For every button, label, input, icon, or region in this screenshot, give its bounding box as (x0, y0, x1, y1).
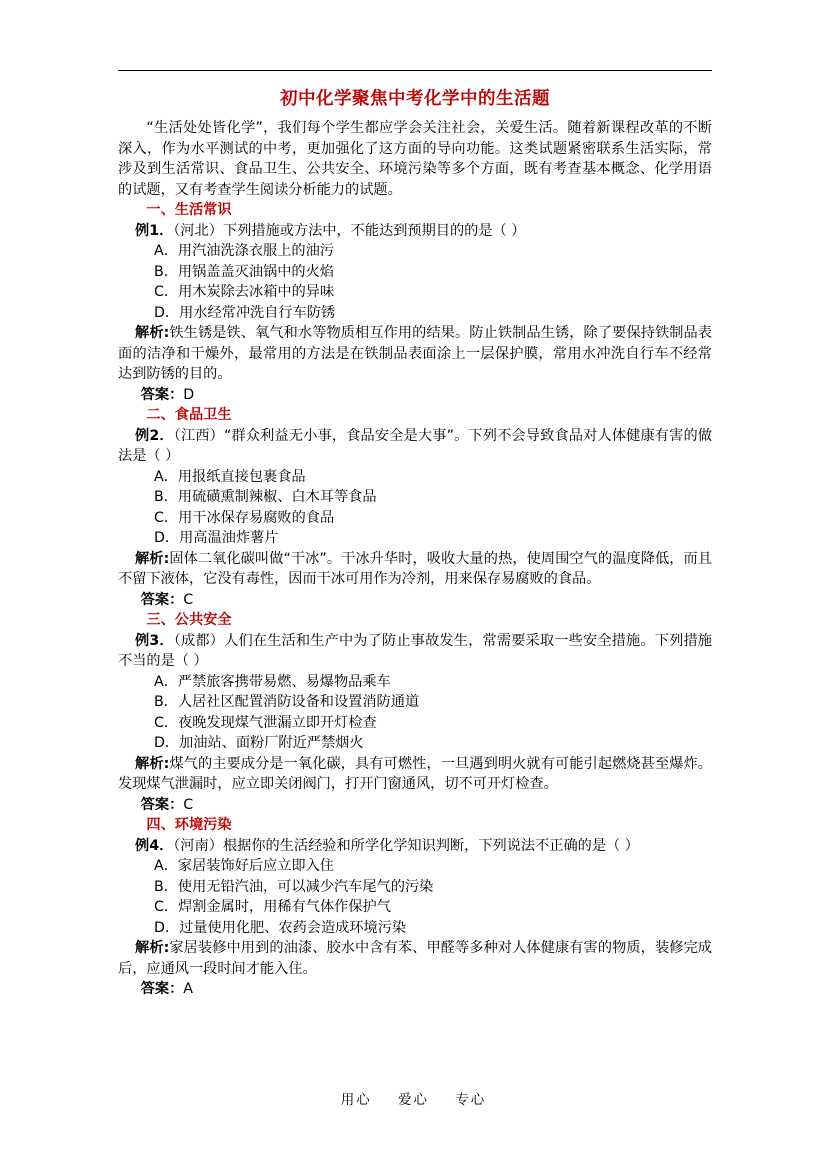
answer-label-4: 答案： (140, 981, 184, 997)
footer-word-2: 爱心 (398, 1092, 429, 1108)
answer-label-2: 答案： (140, 591, 184, 608)
answer-1 (118, 385, 712, 406)
example-label-1: 例1． (135, 222, 174, 239)
section-heading-1: 一、生活常识 (146, 202, 232, 218)
example-stem-3 (118, 631, 712, 672)
explanation-text-3: 煤气的主要成分是一氧化碳，具有可燃性，一旦遇到明火就有可能引起燃烧甚至爆炸。发现煤气泄漏时，应立即关闭阀门，打开门窗通风，切不可开灯检查。 (118, 755, 712, 792)
option-item: C．用木炭除去冰箱中的异味 (154, 284, 335, 300)
explanation-1 (118, 323, 712, 385)
answer-text-1: D (183, 386, 195, 403)
example-stem-1 (118, 221, 712, 242)
explanation-label-3: 解析: (135, 755, 170, 772)
option-item: A．严禁旅客携带易燃、易爆物品乘车 (154, 673, 391, 690)
section-heading-2: 二、食品卫生 (146, 407, 232, 423)
answer-text-3: C (183, 796, 194, 813)
explanation-3 (118, 754, 712, 795)
answer-2 (118, 590, 712, 611)
document-body (118, 70, 712, 1000)
example-source-2: （江西） (173, 427, 224, 444)
example-source-4: （河南） (173, 837, 223, 854)
example-text-1: 下列措施或方法中，不能达到预期目的的是（ ） (222, 222, 526, 239)
header-rule (118, 70, 712, 71)
example-stem-2 (118, 426, 712, 467)
option-item: C．夜晚发现煤气泄漏立即开灯检查 (154, 714, 377, 731)
explanation-4 (118, 938, 712, 979)
section-heading-4: 四、环境污染 (146, 817, 232, 833)
answer-label-3: 答案： (140, 796, 184, 813)
answer-3 (118, 795, 712, 816)
option-item: B．用硫磺熏制辣椒、白木耳等食品 (154, 489, 377, 505)
page-title: 初中化学聚焦中考化学中的生活题 (280, 89, 550, 109)
option-item: A．用汽油洗涤衣服上的油污 (154, 243, 334, 259)
option-item: C．用干冰保存易腐败的食品 (154, 509, 335, 526)
example-text-4: 根据你的生活经验和所学化学知识判断，下列说法不正确的是（ ） (222, 837, 639, 854)
explanation-label-2: 解析: (135, 550, 170, 567)
example-source-3: （成都） (173, 632, 225, 649)
explanation-text-4: 家居装修中用到的油漆、胶水中含有苯、甲醛等多种对人体健康有害的物质，装修完成后，应通风一段时间才能入住。 (118, 940, 712, 977)
example-stem-4 (118, 836, 712, 857)
section-heading-3: 三、公共安全 (146, 612, 232, 628)
footer-word-3: 专心 (455, 1092, 487, 1108)
example-source-1: （河北） (173, 222, 223, 239)
answer-4 (118, 979, 712, 1000)
option-item: D．用高温油炸薯片 (154, 530, 279, 546)
answer-label-1: 答案： (140, 386, 184, 403)
footer-word-1: 用心 (340, 1092, 372, 1108)
option-item: D．过量使用化肥、农药会造成环境污染 (154, 919, 407, 936)
option-item: A．家居装饰好后应立即入住 (154, 858, 334, 874)
example-label-3: 例3． (135, 632, 174, 649)
answer-text-4: A (183, 981, 194, 997)
option-item: B．使用无铅汽油，可以减少汽车尾气的污染 (154, 878, 434, 895)
example-label-2: 例2． (135, 427, 174, 444)
option-item: B．人居社区配置消防设备和设置消防通道 (154, 694, 420, 710)
option-item: D．用水经常冲洗自行车防锈 (154, 304, 336, 321)
intro-paragraph: “生活处处皆化学”，我们每个学生都应学会关注社会，关爱生活。随着新课程改革的不断深入，作为水平测试的中考，更加强化了这方面的导向功能。这类试题紧密联系生活实际，常涉及到生活常识、食品卫生、公共安全、环境污染等多个方面，既有考查基本概念、化学用语的试题，又有考查学生阅读分析能力的试题。 (118, 120, 712, 198)
option-item: B．用锅盖盖灭油锅中的火焰 (154, 263, 334, 280)
answer-text-2: C (183, 591, 194, 608)
explanation-text-1: 铁生锈是铁、氧气和水等物质相互作用的结果。防止铁制品生锈，除了要保持铁制品表面的洁净和干燥外，最常用的方法是在铁制品表面涂上一层保护膜，常用水冲洗自行车不经常达到防锈的目的。 (118, 325, 712, 382)
explanation-label-1: 解析: (135, 325, 170, 341)
explanation-label-4: 解析: (135, 940, 170, 956)
example-text-2: “群众利益无小事，食品安全是大事”。下列不会导致食品对人体健康有害的做法是（ ） (118, 427, 713, 464)
explanation-text-2: 固体二氧化碳叫做“干冰”。干冰升华时，吸收大量的热，使周围空气的温度降低，而且不留下液体，它没有毒性，因而干冰可用作为冷剂，用来保存易腐败的食品。 (118, 550, 712, 587)
option-item: A．用报纸直接包裹食品 (154, 468, 306, 485)
example-label-4: 例4． (135, 837, 174, 854)
option-item: D．加油站、面粉厂附近严禁烟火 (154, 735, 364, 751)
explanation-2 (118, 549, 712, 590)
example-text-3: 人们在生活和生产中为了防止事故发生，常需要采取一些安全措施。下列措施不当的是（ ） (118, 632, 712, 669)
option-item: C．焊割金属时，用稀有气体作保护气 (154, 899, 391, 915)
page-footer (0, 1088, 827, 1108)
